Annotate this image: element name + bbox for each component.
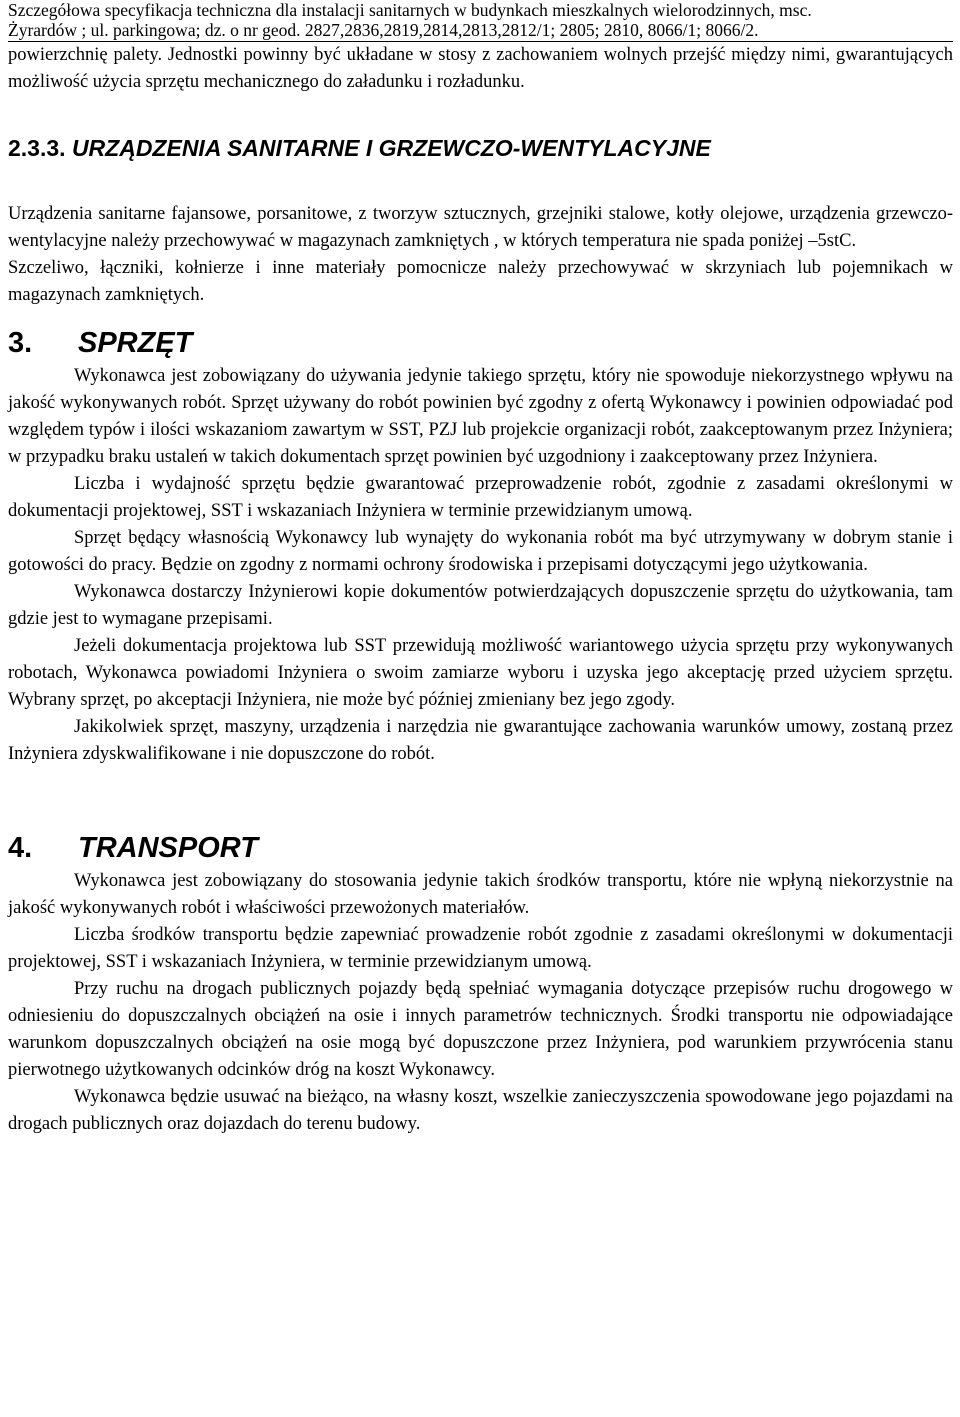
document-page <box>8 44 953 1138</box>
paragraph: Urządzenia sanitarne fajansowe, porsanitowe, z tworzyw sztucznych, grzejniki stalowe, kotły olejowe, urządzenia grzewczo-wentylacyjne należy przechowywać w magazynach zamkniętych , w których temperatura nie spada poniżej –5stC. <box>8 204 953 251</box>
paragraph: Szczeliwo, łączniki, kołnierze i inne materiały pomocnicze należy przechowywać w skrzyniach lub pojemnikach w magazynach zamkniętych. <box>8 258 953 305</box>
paragraph: Liczba i wydajność sprzętu będzie gwarantować przeprowadzenie robót, zgodnie z zasadami określonymi w dokumentacji projektowej, SST i wskazaniach Inżyniera w terminie przewidzianym umową. <box>8 474 953 521</box>
intro-paragraph <box>8 42 953 96</box>
section-2-3-3-body <box>8 201 953 309</box>
section-3-body <box>8 363 953 768</box>
section-heading-3 <box>8 326 953 360</box>
section-number: 2.3.3. <box>8 135 66 161</box>
paragraph: Przy ruchu na drogach publicznych pojazdy będą spełniać wymagania dotyczące przepisów ruchu drogowego w odniesieniu do dopuszczalnych obciążeń na osie i innych parametrów technicznych. Środki transportu nie odpowiadające warunkom dopuszczalnych obciążeń na osie mogą być dopuszczone przez Inżyniera, pod warunkiem przywrócenia stanu pierwotnego użytkowanych odcinków dróg na koszt Wykonawcy. <box>8 979 953 1080</box>
paragraph: Wykonawca będzie usuwać na bieżąco, na własny koszt, wszelkie zanieczyszczenia spowodowane jego pojazdami na drogach publicznych oraz dojazdach do terenu budowy. <box>8 1087 953 1134</box>
section-title: URZĄDZENIA SANITARNE I GRZEWCZO-WENTYLACYJNE <box>71 135 711 161</box>
paragraph: Sprzęt będący własnością Wykonawcy lub wynajęty do wykonania robót ma być utrzymywany w dobrym stanie i gotowości do pracy. Będzie on zgodny z normami ochrony środowiska i przepisami dotyczącymi jego użytkowania. <box>8 528 953 575</box>
paragraph: Wykonawca dostarczy Inżynierowi kopie dokumentów potwierdzających dopuszczenie sprzętu do użytkowania, tam gdzie jest to wymagane przepisami. <box>8 582 953 629</box>
paragraph: Liczba środków transportu będzie zapewniać prowadzenie robót zgodnie z zasadami określonymi w dokumentacji projektowej, SST i wskazaniach Inżyniera, w terminie przewidzianym umową. <box>8 925 953 972</box>
section-title: TRANSPORT <box>78 832 258 864</box>
section-title: SPRZĘT <box>78 327 193 359</box>
paragraph: Wykonawca jest zobowiązany do używania jedynie takiego sprzętu, który nie spowoduje niekorzystnego wpływu na jakość wykonywanych robót. Sprzęt używany do robót powinien być zgodny z ofertą Wykonawcy i powinien odpowiadać pod względem typów i ilości wskazaniom zawartym w SST, PZJ lub projekcie organizacji robót, zaakceptowanym przez Inżyniera; w przypadku braku ustaleń w takich dokumentach sprzęt powinien być uzgodniony i zaakceptowany przez Inżyniera. <box>8 366 953 467</box>
section-number: 3. <box>8 327 33 359</box>
header-line-2: Żyrardów ; ul. parkingowa; dz. o nr geod. 2827,2836,2819,2814,2813,2812/1; 2805; 2810, 8066/1; 8066/2. <box>8 20 759 40</box>
running-header <box>8 0 953 42</box>
section-4-body <box>8 868 953 1138</box>
paragraph: Wykonawca jest zobowiązany do stosowania jedynie takich środków transportu, które nie wpłyną niekorzystnie na jakość wykonywanych robót i właściwości przewożonych materiałów. <box>8 871 953 918</box>
paragraph: Jakikolwiek sprzęt, maszyny, urządzenia i narzędzia nie gwarantujące zachowania warunków umowy, zostaną przez Inżyniera zdyskwalifikowane i nie dopuszczone do robót. <box>8 717 953 764</box>
section-heading-2-3-3 <box>8 133 953 163</box>
section-heading-4 <box>8 831 953 865</box>
paragraph: Jeżeli dokumentacja projektowa lub SST przewidują możliwość wariantowego użycia sprzętu przy wykonywanych robotach, Wykonawca powiadomi Inżyniera o swoim zamiarze wyboru i uzyska jego akceptację przed użyciem sprzętu. Wybrany sprzęt, po akceptacji Inżyniera, nie może być później zmieniany bez jego zgody. <box>8 636 953 710</box>
section-number: 4. <box>8 832 33 864</box>
header-line-1: Szczegółowa specyfikacja techniczna dla instalacji sanitarnych w budynkach mieszkalnych wielorodzinnych, msc. <box>8 0 812 20</box>
intro-text: powierzchnię palety. Jednostki powinny być układane w stosy z zachowaniem wolnych przejść między nimi, gwarantujących możliwość użycia sprzętu mechanicznego do załadunku i rozładunku. <box>8 45 953 92</box>
